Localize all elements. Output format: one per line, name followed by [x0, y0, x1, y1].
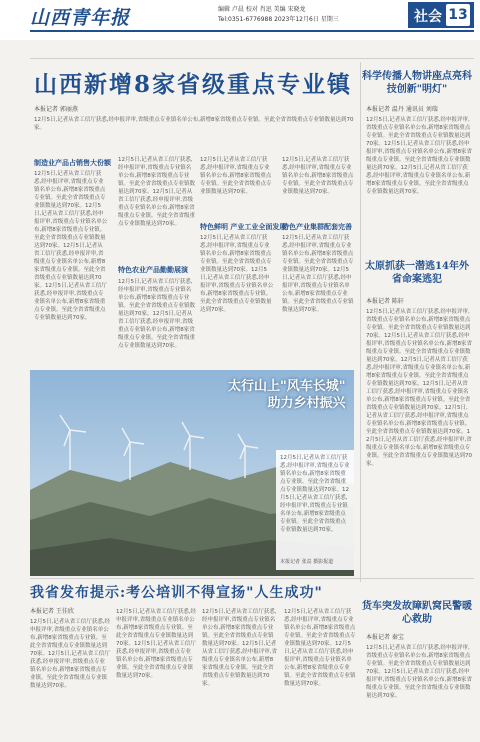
side3-body-text-more: 12月5日,记者从省工信厅获悉,经申报评审,省级重点专业镇名单公布,新增8家省级重点专业镇。至此全省省级重点专业镇数量达到70家。 [366, 669, 472, 699]
lead-column-2 [118, 156, 196, 260]
photo-caption-body: 12月5日,记者从省工信厅获悉,经申报评审,省级重点专业镇名单公布,新增8家省级重点专业镇。至此全省省级重点专业镇数量达到70家。 [280, 455, 350, 493]
lead-column-1-text-more: 12月5日,记者从省工信厅获悉,经申报评审,省级重点专业镇名单公布,新增8家省级重点专业镇。至此全省省级重点专业镇数量达到70家。 [34, 203, 108, 249]
side3-byline: 本报记者 秦宝 [366, 634, 404, 641]
side1-headline: 科学传播人物讲座点亮科技创新"明灯" [362, 71, 472, 95]
photo-headline-line1: 太行山上"风车长城" [228, 379, 346, 394]
side1-body [366, 116, 472, 262]
side2-body-text-more2: 12月5日,记者从省工信厅获悉,经申报评审,省级重点专业镇名单公布,新增8家省级重点专业镇。至此全省省级重点专业镇数量达到70家。 [366, 357, 471, 387]
side3-body-text: 12月5日,记者从省工信厅获悉,经申报评审,省级重点专业镇名单公布,新增8家省级重点专业镇。至此全省省级重点专业镇数量达到70家。 [366, 645, 471, 675]
side1-body-text: 12月5日,记者从省工信厅获悉,经申报评审,省级重点专业镇名单公布,新增8家省级重点专业镇。至此全省省级重点专业镇数量达到70家。 [366, 117, 471, 147]
side2-body-text-more: 12月5日,记者从省工信厅获悉,经申报评审,省级重点专业镇名单公布,新增8家省级重点专业镇。至此全省省级重点专业镇数量达到70家。 [366, 333, 472, 363]
top-divider [30, 58, 474, 59]
side2-body [366, 308, 472, 580]
lead-column-4b [282, 234, 354, 364]
lead-column-4b-text: 12月5日,记者从省工信厅获悉,经申报评审,省级重点专业镇名单公布,新增8家省级重点专业镇。至此全省省级重点专业镇数量达到70家。 [282, 235, 354, 273]
masthead [0, 0, 480, 40]
lead-column-4 [282, 156, 354, 218]
bottom-column-2-text: 12月5日,记者从省工信厅获悉,经申报评审,省级重点专业镇名单公布,新增8家省级重点专业镇。至此全省省级重点专业镇数量达到70家。 [116, 609, 196, 647]
column-divider [360, 62, 361, 582]
bottom-byline: 本报记者 王佳欣 [30, 608, 74, 615]
bottom-column-3-text: 12月5日,记者从省工信厅获悉,经申报评审,省级重点专业镇名单公布,新增8家省级重点专业镇。至此全省省级重点专业镇数量达到70家。 [202, 609, 277, 647]
lead-column-2b-text: 12月5日,记者从省工信厅获悉,经申报评审,省级重点专业镇名单公布,新增8家省级重点专业镇。至此全省省级重点专业镇数量达到70家。 [118, 279, 196, 317]
photo-caption-body-more: 12月5日,记者从省工信厅获悉,经申报评审,省级重点专业镇名单公布,新增8家省级重点专业镇。至此全省省级重点专业镇数量达到70家。 [280, 487, 349, 533]
lead-column-3-text: 12月5日,记者从省工信厅获悉,经申报评审,省级重点专业镇名单公布,新增8家省级重点专业镇。至此全省省级重点专业镇数量达到70家。 [200, 157, 272, 195]
lead-column-3b-text-more: 12月5日,记者从省工信厅获悉,经申报评审,省级重点专业镇名单公布,新增8家省级重点专业镇。至此全省省级重点专业镇数量达到70家。 [200, 267, 274, 313]
subhead-2: 特色产业集群配套完善 [282, 223, 352, 231]
photo-headline-line2: 助力乡村振兴 [267, 396, 346, 411]
lead-column-3b-text: 12月5日,记者从省工信厅获悉,经申报评审,省级重点专业镇名单公布,新增8家省级重点专业镇。至此全省省级重点专业镇数量达到70家。 [200, 235, 272, 273]
bottom-column-1-text-more: 12月5日,记者从省工信厅获悉,经申报评审,省级重点专业镇名单公布,新增8家省级重点专业镇。至此全省省级重点专业镇数量达到70家。 [30, 651, 110, 689]
subhead-4: 特色鲜明 产业工业全面发展 [200, 223, 287, 231]
bottom-column-2-text-more: 12月5日,记者从省工信厅获悉,经申报评审,省级重点专业镇名单公布,新增8家省级重点专业镇。至此全省省级重点专业镇数量达到70家。 [116, 641, 196, 679]
side2-body-text-more5: 12月5日,记者从省工信厅获悉,经申报评审,省级重点专业镇名单公布,新增8家省级重点专业镇。至此全省省级重点专业镇数量达到70家。 [366, 429, 472, 467]
masthead-rule [30, 30, 474, 32]
bottom-column-4-text: 12月5日,记者从省工信厅获悉,经申报评审,省级重点专业镇名单公布,新增8家省级重点专业镇。至此全省省级重点专业镇数量达到70家。 [284, 609, 356, 647]
page-number: 13 [446, 4, 470, 26]
photo-caption-text [280, 454, 350, 554]
lead-intro: 12月5日,记者从省工信厅获悉,经申报评审,省级重点专业镇名单公布,新增8家省级重点专业镇。至此全省省级重点专业镇数量达到70家。 [34, 117, 354, 131]
lead-column-2-text: 12月5日,记者从省工信厅获悉,经申报评审,省级重点专业镇名单公布,新增8家省级重点专业镇。至此全省省级重点专业镇数量达到70家。 [118, 157, 196, 195]
newspaper-logo: 山西青年报 [30, 7, 131, 29]
contact-line: Tel:0351-6776988 2023年12月6日 星期三 [218, 16, 339, 23]
photo-headline [228, 378, 346, 412]
bottom-column-3 [202, 608, 278, 738]
side2-headline: 太原抓获一潜逃14年外省命案逃犯 [365, 261, 469, 285]
subhead-3: 特色农业产品勤勤展演 [118, 266, 188, 274]
side2-body-text-more3: 12月5日,记者从省工信厅获悉,经申报评审,省级重点专业镇名单公布,新增8家省级重点专业镇。至此全省省级重点专业镇数量达到70家。 [366, 381, 471, 411]
bottom-headline: 我省发布提示:考公培训不得宣扬"人生成功" [30, 585, 323, 601]
side2-body-text: 12月5日,记者从省工信厅获悉,经申报评审,省级重点专业镇名单公布,新增8家省级重点专业镇。至此全省省级重点专业镇数量达到70家。 [366, 309, 471, 339]
lead-column-2-text-more: 12月5日,记者从省工信厅获悉,经申报评审,省级重点专业镇名单公布,新增8家省级重点专业镇。至此全省省级重点专业镇数量达到70家。 [118, 189, 196, 227]
subhead-1: 制造业产品占销售大份额 [34, 159, 111, 167]
photo-caption [276, 450, 354, 570]
lead-column-1-text-more3: 12月5日,记者从省工信厅获悉,经申报评审,省级重点专业镇名单公布,新增8家省级重点专业镇。至此全省省级重点专业镇数量达到70家。 [34, 283, 107, 321]
lead-column-3 [200, 156, 274, 218]
side1-byline: 本报记者 温丹 通讯员 刘瑞 [366, 106, 438, 113]
lead-column-1-text-more2: 12月5日,记者从省工信厅获悉,经申报评审,省级重点专业镇名单公布,新增8家省级重点专业镇。至此全省省级重点专业镇数量达到70家。 [34, 243, 106, 289]
lead-column-2b-text-more: 12月5日,记者从省工信厅获悉,经申报评审,省级重点专业镇名单公布,新增8家省级重点专业镇。至此全省省级重点专业镇数量达到70家。 [118, 311, 196, 349]
section-badge [408, 2, 474, 28]
side3-headline: 货车突发故障趴窝民警暖心救助 [362, 601, 472, 625]
lead-column-1-text: 12月5日,记者从省工信厅获悉,经申报评审,省级重点专业镇名单公布,新增8家省级重点专业镇。至此全省省级重点专业镇数量达到70家。 [34, 171, 106, 209]
section-name: 社会 [414, 9, 442, 25]
side2-body-text-more4: 12月5日,记者从省工信厅获悉,经申报评审,省级重点专业镇名单公布,新增8家省级重点专业镇。至此全省省级重点专业镇数量达到70家。 [366, 405, 471, 435]
side2-byline: 本报记者 陈轩 [366, 298, 404, 305]
bottom-column-2 [116, 608, 196, 738]
bottom-column-4-text-more: 12月5日,记者从省工信厅获悉,经申报评审,省级重点专业镇名单公布,新增8家省级重点专业镇。至此全省省级重点专业镇数量达到70家。 [284, 641, 356, 687]
lead-column-4-text: 12月5日,记者从省工信厅获悉,经申报评审,省级重点专业镇名单公布,新增8家省级重点专业镇。至此全省省级重点专业镇数量达到70家。 [282, 157, 354, 195]
side1-body-text-more2: 12月5日,记者从省工信厅获悉,经申报评审,省级重点专业镇名单公布,新增8家省级重点专业镇。至此全省省级重点专业镇数量达到70家。 [366, 165, 471, 195]
side1-body-text-more: 12月5日,记者从省工信厅获悉,经申报评审,省级重点专业镇名单公布,新增8家省级重点专业镇。至此全省省级重点专业镇数量达到70家。 [366, 141, 472, 171]
bottom-column-3-text-more: 12月5日,记者从省工信厅获悉,经申报评审,省级重点专业镇名单公布,新增8家省级重点专业镇。至此全省省级重点专业镇数量达到70家。 [202, 641, 277, 687]
editor-line: 编辑 卢晨 校对 肖迅 美编 宋晓龙 [218, 6, 306, 13]
lead-column-3b [200, 234, 274, 364]
photo-credit: 本报记者 张益 摄影报道 [280, 559, 334, 565]
masthead-info [218, 5, 339, 25]
lead-byline: 本报记者 郭丽燕 [34, 106, 78, 113]
bottom-column-4 [284, 608, 356, 738]
bottom-column-1 [30, 618, 110, 738]
lead-headline: 山西新增8家省级重点专业镇 [34, 71, 353, 98]
bottom-column-1-text: 12月5日,记者从省工信厅获悉,经申报评审,省级重点专业镇名单公布,新增8家省级重点专业镇。至此全省省级重点专业镇数量达到70家。 [30, 619, 110, 657]
lead-column-1 [34, 170, 108, 365]
side3-body [366, 644, 472, 738]
lead-column-2b [118, 278, 196, 364]
lead-column-4b-text-more: 12月5日,记者从省工信厅获悉,经申报评审,省级重点专业镇名单公布,新增8家省级重点专业镇。至此全省省级重点专业镇数量达到70家。 [282, 267, 354, 313]
